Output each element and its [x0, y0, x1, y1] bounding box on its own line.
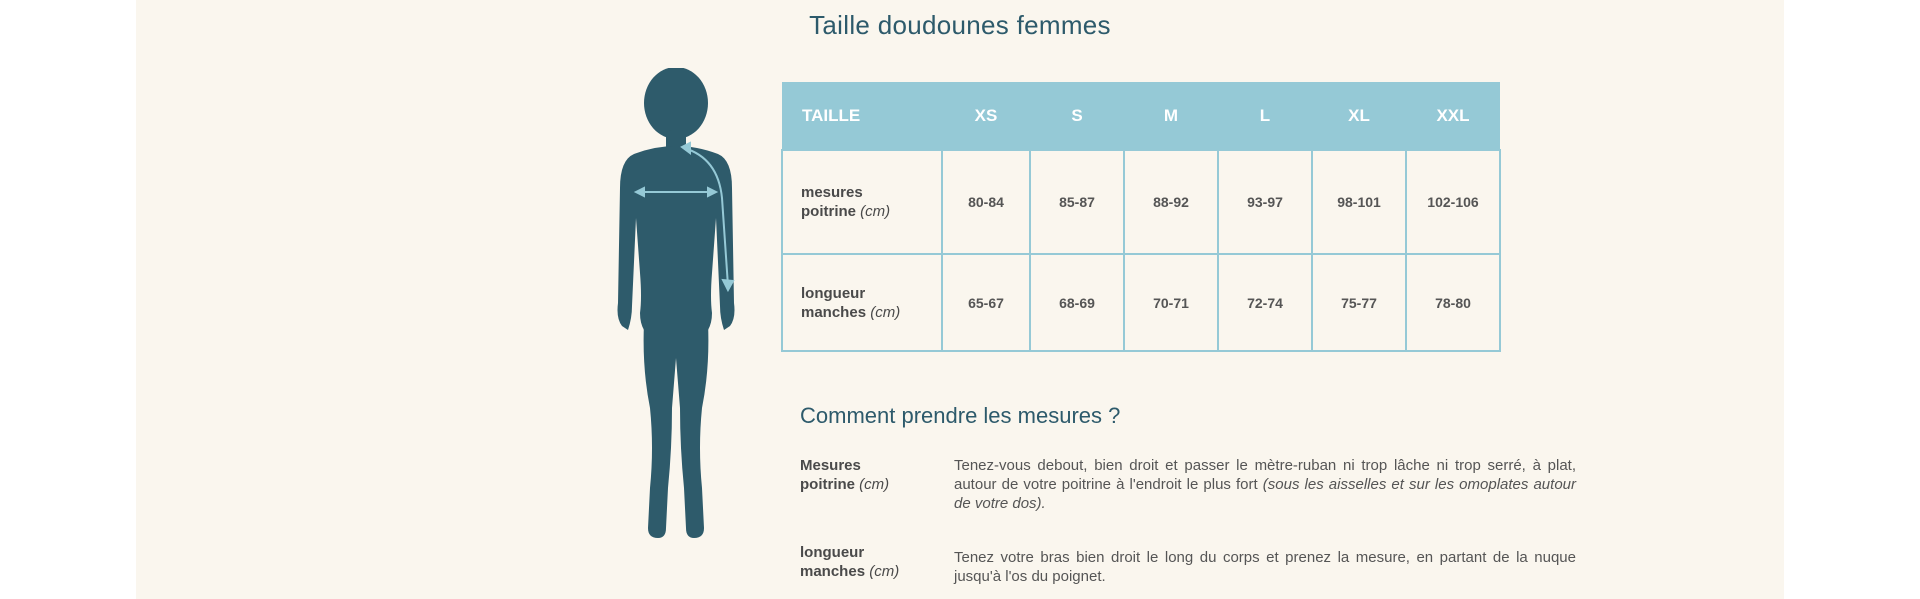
row-label-line1: longueur — [801, 284, 866, 302]
table-cell: 70-71 — [1124, 254, 1218, 351]
page-title: Taille doudounes femmes — [809, 10, 1111, 40]
woman-silhouette-icon — [606, 68, 746, 538]
size-m: M — [1124, 82, 1218, 150]
howto-text-poitrine — [954, 456, 1576, 513]
howto-label-unit: (cm) — [869, 563, 900, 580]
size-s: S — [1030, 82, 1124, 150]
row-label-unit: (cm) — [860, 203, 891, 220]
howto-text: Tenez votre bras bien droit le long du corps et prenez la mesure, en partant de la nuque jusqu'à l'os du poignet. — [954, 549, 1576, 585]
table-cell: 88-92 — [1124, 150, 1218, 254]
table-cell: 78-80 — [1406, 254, 1500, 351]
howto-note: (sous les aisselles et sur les omoplates autour de votre dos). — [954, 476, 1576, 512]
row-label-line2: manches — [801, 303, 867, 321]
howto-label-unit: (cm) — [859, 476, 890, 493]
size-xs: XS — [942, 82, 1030, 150]
table-cell: 102-106 — [1406, 150, 1500, 254]
row-label-line2: poitrine — [801, 203, 856, 220]
row-label-unit: (cm) — [870, 303, 901, 321]
howto-text: Tenez-vous debout, bien droit et passer le mètre-ruban ni trop lâche ni trop serré, à plat, autour de votre poitrine à l'endroit le plus fort — [954, 457, 1576, 493]
table-cell: 65-67 — [942, 254, 1030, 351]
howto-label-poitrine — [800, 456, 940, 494]
header-taille: TAILLE — [782, 82, 942, 150]
howto-label-manches — [800, 543, 940, 581]
table-cell: 68-69 — [1030, 254, 1124, 351]
size-xl: XL — [1312, 82, 1406, 150]
row-label-line1: mesures — [801, 184, 863, 201]
table-cell: 72-74 — [1218, 254, 1312, 351]
table-row-manches — [782, 254, 1500, 351]
table-row-poitrine — [782, 150, 1500, 254]
size-table-header — [782, 82, 1500, 150]
size-guide-panel — [136, 0, 1784, 599]
howto-label-line2: poitrine — [800, 476, 855, 493]
size-xxl: XXL — [1406, 82, 1500, 150]
table-cell: 98-101 — [1312, 150, 1406, 254]
row-label-poitrine — [782, 150, 942, 254]
howto-label-line1: longueur — [800, 544, 865, 561]
howto-text-manches — [954, 548, 1576, 586]
howto-label-line2: manches — [800, 563, 866, 580]
size-table — [781, 82, 1501, 352]
row-label-manches — [782, 254, 942, 351]
howto-label-line1: Mesures — [800, 457, 861, 474]
table-cell: 80-84 — [942, 150, 1030, 254]
table-cell: 93-97 — [1218, 150, 1312, 254]
howto-title: Comment prendre les mesures ? — [800, 403, 1121, 428]
table-cell: 85-87 — [1030, 150, 1124, 254]
size-l: L — [1218, 82, 1312, 150]
table-cell: 75-77 — [1312, 254, 1406, 351]
